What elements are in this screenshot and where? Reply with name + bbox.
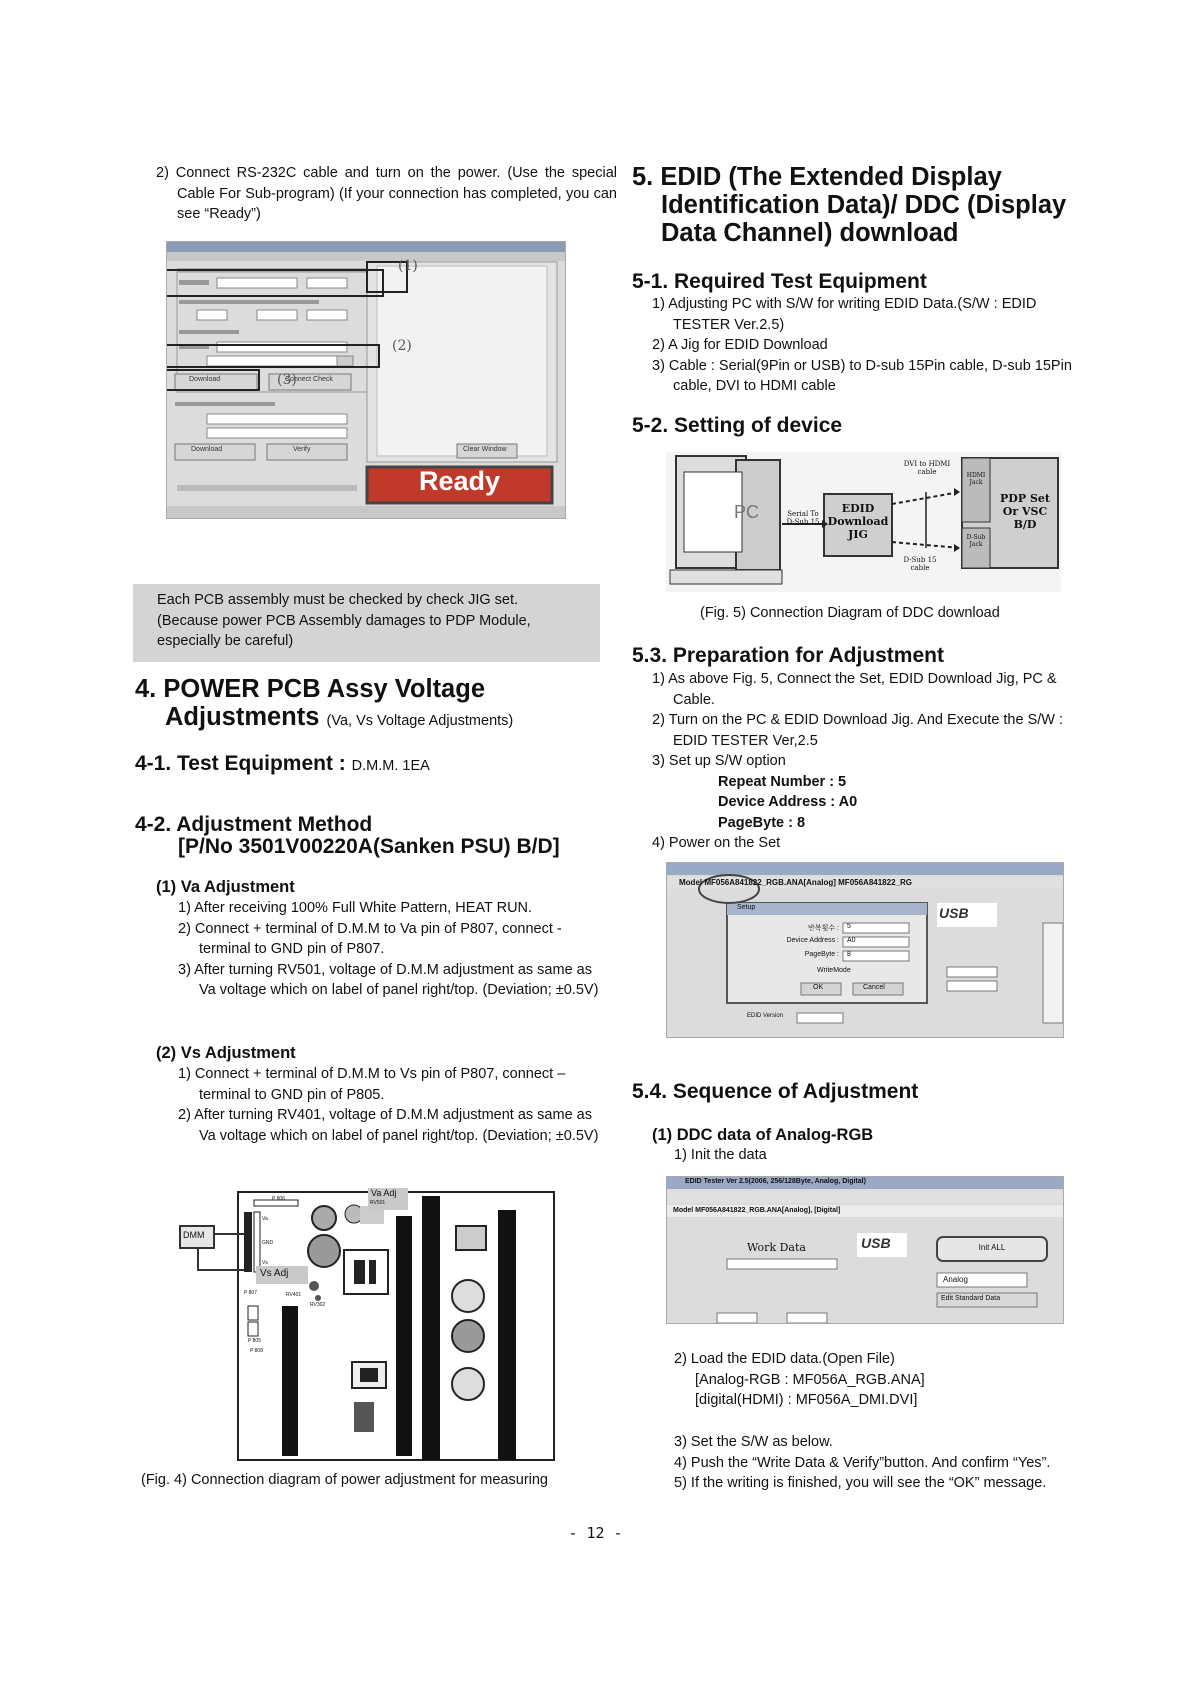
pagebyte-option: PageByte : 8 <box>718 814 806 831</box>
va-adj-label: Va Adj <box>371 1188 397 1198</box>
section-4-title: 4. POWER PCB Assy Voltage Adjustments (Va, Vs Voltage Adjustments) <box>135 675 514 731</box>
va-steps <box>178 898 600 1001</box>
edid-jig-label: EDID Download JIG <box>827 502 889 541</box>
load-edid-step: 2) Load the EDID data.(Open File) [Analog-RGB : MF056A_RGB.ANA] [digital(HDMI) : MF056A_DMI.DVI] <box>674 1351 925 1408</box>
preparation-list: 1) As above Fig. 5, Connect the Set, EDID Download Jig, PC & Cable. 2) Turn on the PC & EDID Download Jig. And Execute the S/W : EDID TESTER Ver,2.5 3) Set up S/W option Repeat Number : 5 Device Address : A0 PageByte : 8 4) Power on the Set <box>652 669 1092 854</box>
equipment-list: 1) Adjusting PC with S/W for writing EDID Data.(S/W : EDID TESTER Ver.2.5) 2) A Jig for EDID Download 3) Cable : Serial(9Pin or USB) to D-sub 15Pin cable, D-sub 15Pin cable, DVI to HDMI cable <box>652 296 1072 394</box>
va-step-3: 3) After turning RV501, voltage of D.M.M adjustment as same as Va voltage which on label of panel right/top. (Deviation; ±0.5V) <box>178 961 599 998</box>
clear-window-button[interactable]: Clear Window <box>463 446 507 453</box>
va-adjustment-title: (1) Va Adjustment <box>156 878 295 896</box>
device-address-option: Device Address : A0 <box>718 794 858 810</box>
writemode-checkbox[interactable]: WriteMode <box>817 967 851 974</box>
final-steps: 3) Set the S/W as below. 4) Push the “Write Data & Verify”button. And confirm “Yes”. 5) If the writing is finished, you will see the “OK” message. <box>674 1434 1051 1491</box>
analog-select[interactable]: Analog <box>943 1275 968 1284</box>
va-step-2: 2) Connect + terminal of D.M.M to Va pin of P807, connect - terminal to GND pin of P807. <box>178 920 562 957</box>
usb-logo: USB <box>939 905 969 921</box>
device-setting-diagram: PC Serial To D-Sub 15 EDID Download JIG DVI to HDMI cable HDMI Jack D-Sub Jack D-Sub 15 cable PDP Set Or VSC B/D <box>666 452 1061 592</box>
page-number: - 12 - <box>568 1524 623 1542</box>
step2-text: 2) Connect RS-232C cable and turn on the power. (Use the special Cable For Sub-program) (If your connection has completed, you can see “Ready”) <box>156 165 617 222</box>
repeat-value[interactable]: 5 <box>847 923 851 930</box>
section-5-4-title: 5.4. Sequence of Adjustment <box>632 1080 919 1103</box>
vs-adj-label: Vs Adj <box>260 1268 289 1279</box>
init-step: 1) Init the data <box>674 1147 767 1163</box>
init-data-screenshot: EDID Tester Ver 2.5(2006, 256/128Byte, Analog, Digital) Model MF056A841822_RGB.ANA[Analog], [Digital] Work Data USB Init ALL Analog Edit Standard Data <box>666 1176 1064 1324</box>
va-step-1: 1) After receiving 100% Full White Pattern, HEAT RUN. <box>178 900 533 916</box>
vs-steps <box>178 1064 600 1146</box>
fig-5-caption: (Fig. 5) Connection Diagram of DDC download <box>700 605 1000 621</box>
ready-status: Ready <box>418 466 501 496</box>
dmm-label: DMM <box>183 1230 205 1240</box>
edit-standard-data-button[interactable]: Edit Standard Data <box>941 1295 1001 1302</box>
pc-label: PC <box>734 502 760 522</box>
section-5-2-title: 5-2. Setting of device <box>632 414 843 437</box>
section-4-1-title: 4-1. Test Equipment : D.M.M. 1EA <box>135 752 430 775</box>
fig-4-caption: (Fig. 4) Connection diagram of power adjustment for measuring <box>141 1472 548 1488</box>
callout-1: (1) <box>398 258 418 274</box>
pcb-warning-note: Each PCB assembly must be checked by check JIG set. (Because power PCB Assembly damages to PDP Module, especially be careful) <box>133 584 600 662</box>
section-5-1-title: 5-1. Required Test Equipment <box>632 270 927 293</box>
init-all-button[interactable]: Init ALL <box>978 1243 1006 1252</box>
connect-check-button[interactable]: Connect Check <box>285 376 333 383</box>
verify-button[interactable]: Verify <box>293 446 311 453</box>
section-5-title: 5. EDID (The Extended Display Identification Data)/ DDC (Display Data Channel) download <box>632 163 1067 247</box>
ok-button[interactable]: OK <box>813 984 824 991</box>
callout-2: (2) <box>392 338 412 354</box>
cancel-button[interactable]: Cancel <box>863 984 885 991</box>
setup-dialog-screenshot: Model MF056A841822_RGB.ANA[Analog] MF056A841822_RG Setup 반복횟수 : Device Address : PageByte : 5 A0 8 WriteMode OK Cancel EDID Version USB <box>666 862 1064 1038</box>
section-5-3-title: 5.3. Preparation for Adjustment <box>632 644 944 667</box>
vs-step-2: 2) After turning RV401, voltage of D.M.M adjustment as same as Va voltage which on label of panel right/top. (Deviation; ±0.5V) <box>178 1107 599 1144</box>
vs-adjustment-title: (2) Vs Adjustment <box>156 1044 296 1062</box>
pdp-set-label: PDP Set Or VSC B/D <box>1000 492 1050 531</box>
ddc-analog-rgb-title: (1) DDC data of Analog-RGB <box>652 1126 874 1144</box>
address-value[interactable]: A0 <box>847 937 856 944</box>
callout-3: (3) <box>277 372 297 388</box>
vs-step-1: 1) Connect + terminal of D.M.M to Vs pin of P807, connect – terminal to GND pin of P805. <box>178 1066 566 1103</box>
repeat-number-option: Repeat Number : 5 <box>718 773 847 790</box>
download-button[interactable]: Download <box>189 376 221 383</box>
pagebyte-value[interactable]: 8 <box>847 951 851 958</box>
power-board-diagram: DMM Va Adj Vs Adj P 806 RV501 Va GND Vs P 807 RV401 RV302 P 805 P 808 <box>178 1186 558 1462</box>
section-4-2-title: 4-2. Adjustment Method [P/No 3501V00220A(Sanken PSU) B/D] <box>135 813 560 858</box>
download-software-screenshot <box>166 241 566 519</box>
download-button-2[interactable]: Download <box>191 446 223 453</box>
